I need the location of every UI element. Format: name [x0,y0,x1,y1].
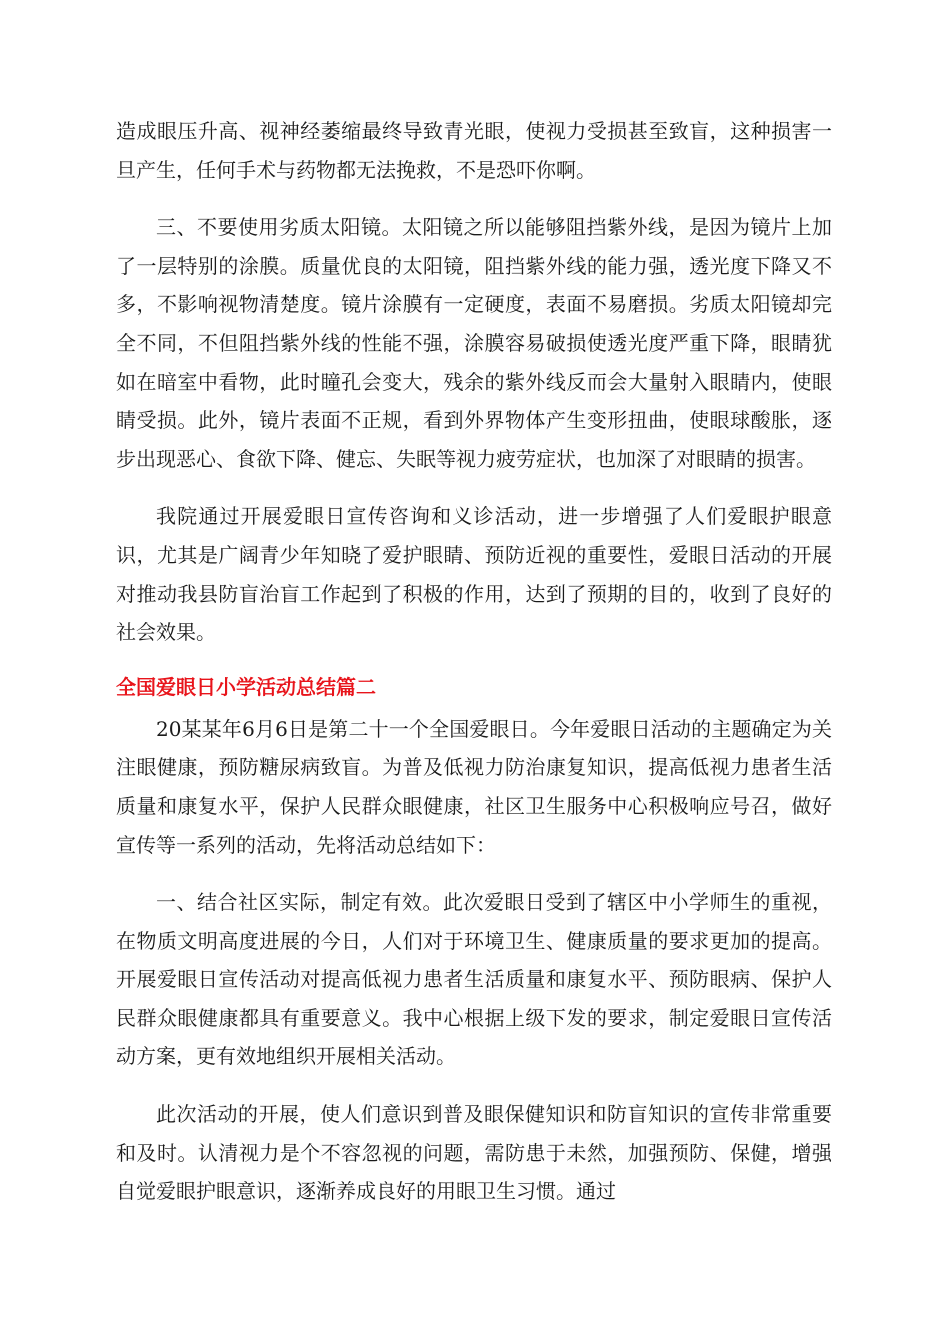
paragraph-activity-effect: 此次活动的开展，使人们意识到普及眼保健知识和防盲知识的宣传非常重要和及时。认清视力是个不容忽视的问题，需防患于未然，加强预防、保健，增强自觉爱眼护眼意识，逐渐养成良好的用眼卫生习惯。通过 [116,1102,832,1204]
section-heading: 全国爱眼日小学活动总结篇二 [116,674,376,699]
paragraph-hospital-summary: 我院通过开展爱眼日宣传咨询和义诊活动，进一步增强了人们爱眼护眼意识，尤其是广阔青少年知晓了爱护眼睛、预防近视的重要性，爱眼日活动的开展对推动我县防盲治盲工作起到了积极的作用，达到了预期的目的，收到了良好的社会效果。 [116,504,832,645]
paragraph-continuation: 造成眼压升高、视神经萎缩最终导致青光眼，使视力受损甚至致盲，这种损害一旦产生，任何手术与药物都无法挽救，不是恐吓你啊。 [116,119,832,182]
paragraph-sunglasses: 三、不要使用劣质太阳镜。太阳镜之所以能够阻挡紫外线，是因为镜片上加了一层特别的涂膜。质量优良的太阳镜，阻挡紫外线的能力强，透光度下降又不多，不影响视物清楚度。镜片涂膜有一定硬度，表面不易磨损。劣质太阳镜却完全不同，不但阻挡紫外线的性能不强，涂膜容易破损使透光度严重下降，眼睛犹如在暗室中看物，此时瞳孔会变大，残余的紫外线反而会大量射入眼睛内，使眼睛受损。此外，镜片表面不正规，看到外界物体产生变形扭曲，使眼球酸胀，逐步出现恶心、食欲下降、健忘、失眠等视力疲劳症状，也加深了对眼睛的损害。 [116,215,832,471]
document-body [116,112,832,1211]
paragraph-intro: 20某某年6月6日是第二十一个全国爱眼日。今年爱眼日活动的主题确定为关注眼健康，预防糖尿病致盲。为普及低视力防治康复知识，提高低视力患者生活质量和康复水平，保护人民群众眼健康，社区卫生服务中心积极响应号召，做好宣传等一系列的活动，先将活动总结如下： [116,716,832,857]
paragraph-point-one: 一、结合社区实际，制定有效。此次爱眼日受到了辖区中小学师生的重视，在物质文明高度进展的今日，人们对于环境卫生、健康质量的要求更加的提高。开展爱眼日宣传活动对提高低视力患者生活质量和康复水平、预防眼病、保护人民群众眼健康都具有重要意义。我中心根据上级下发的要求，制定爱眼日宣传活动方案，更有效地组织开展相关活动。 [116,890,832,1069]
